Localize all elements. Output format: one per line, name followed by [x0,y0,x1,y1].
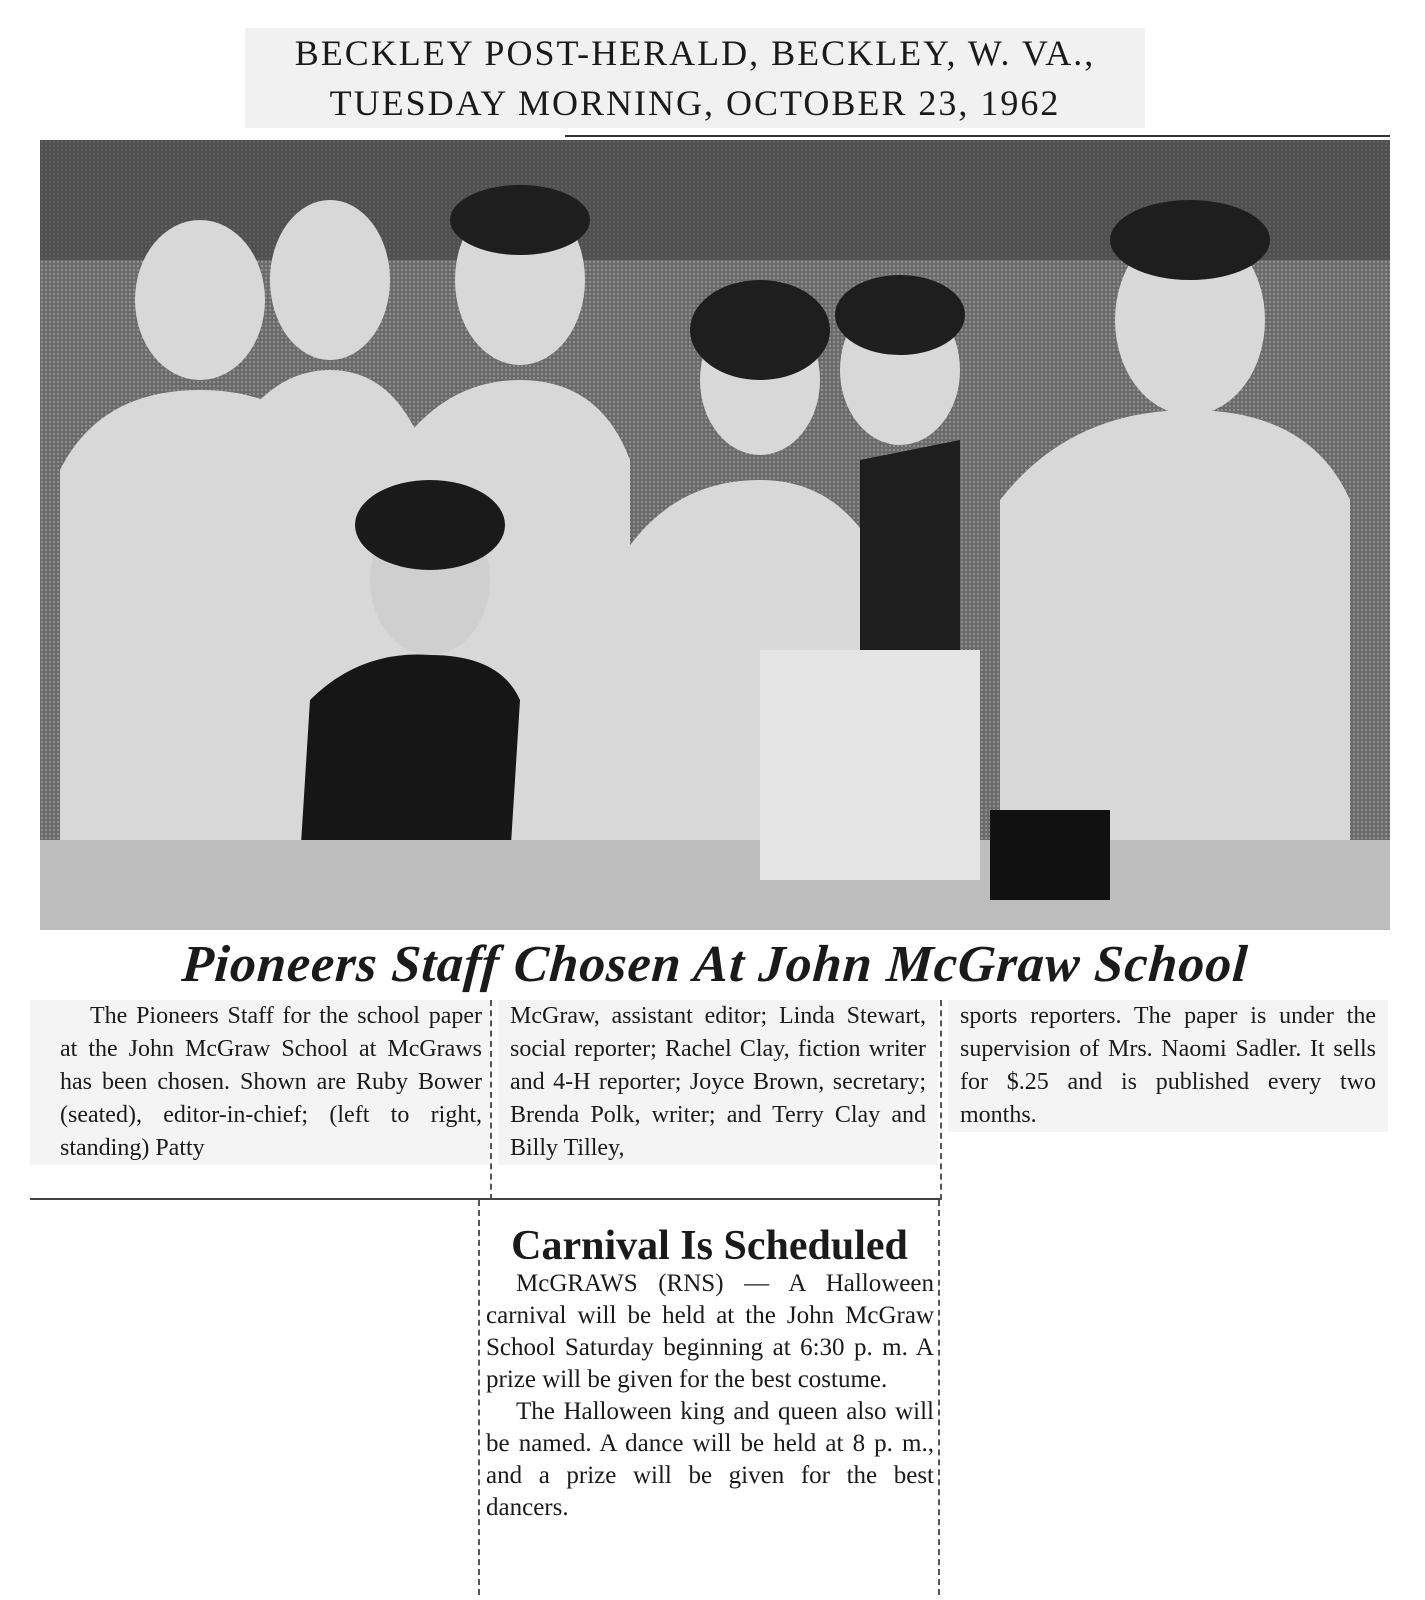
masthead-line1: BECKLEY POST-HERALD, BECKLEY, W. VA., [294,33,1096,73]
masthead-rule [565,135,1390,137]
sidebar-right-border [938,1200,940,1595]
article-column-2: McGraw, assistant editor; Linda Stewart, social reporter; Rachel Clay, fiction writer and 4-H reporter; Joyce Brown, secretary; Brenda Polk, writer; and Terry Clay and Billy Tilley, [498,1000,938,1165]
group-photo [40,140,1390,930]
sidebar-headline: Carnival Is Scheduled [511,1223,908,1269]
column-divider [940,1000,942,1200]
article-bottom-rule [30,1198,940,1200]
sidebar-paragraph-2: The Halloween king and queen also will be named. A dance will be held at 8 p. m., and a prize will be given for the best dancers. [486,1398,934,1521]
article-column-3: sports reporters. The paper is under the supervision of Mrs. Naomi Sadler. It sells for $.25 and is published every two months. [948,1000,1388,1132]
masthead [245,28,1145,128]
column-divider [490,1000,492,1200]
sidebar-left-border [478,1200,480,1595]
group-photo-icon [40,140,1390,930]
article-column-1: The Pioneers Staff for the school paper at the John McGraw School at McGraws has been chosen. Shown are Ruby Bower (seated), editor-in-chief; (left to right, standing) Patty [30,1000,490,1165]
masthead-line2: TUESDAY MORNING, OCTOBER 23, 1962 [329,83,1061,123]
sidebar-paragraph-1: McGRAWS (RNS) — A Halloween carnival will be held at the John McGraw School Saturday beginning at 6:30 p. m. A prize will be given for the best costume. [486,1270,934,1393]
article-headline: Pioneers Staff Chosen At John McGraw School [180,936,1250,993]
sidebar-body [486,1268,934,1524]
